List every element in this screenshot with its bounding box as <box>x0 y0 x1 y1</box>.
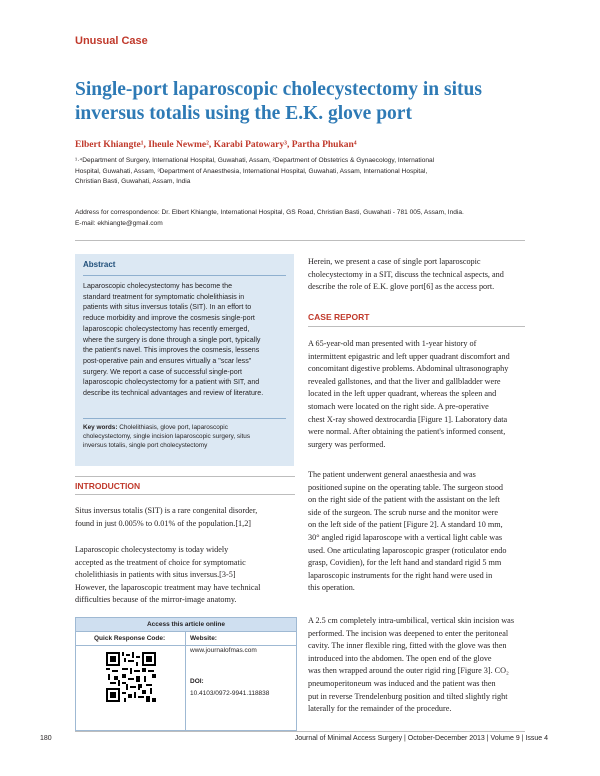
text-line: accepted as the treatment of choice for symptomatic <box>75 557 246 567</box>
text-line: 30° angled rigid laparoscope with a vertical light cable was <box>308 532 503 542</box>
text-line: located in the left upper quadrant, whereas the spleen and <box>308 389 497 399</box>
author-list: Elbert Khiangte¹, Iheule Newme², Karabi Patowary³, Partha Phukan⁴ <box>75 140 357 150</box>
keywords <box>83 423 286 451</box>
keywords-line: Cholelithiasis, glove port, laparoscopic <box>117 424 228 431</box>
text-line: However, the laparoscopic treatment may have technical <box>75 582 261 592</box>
access-box-row-divider <box>76 645 296 646</box>
case-report-divider <box>308 326 525 327</box>
text-line: used. One articulating laparoscopic grasper (roticulator endo <box>308 545 507 555</box>
text-line: on the left side of the patient [Figure 2]. A standard 10 mm, <box>308 520 503 530</box>
introduction-heading: INTRODUCTION <box>75 481 141 491</box>
access-box-header: Access this article online <box>76 618 296 632</box>
text-line: was then wrapped around the outer rigid ring [Figure 3]. CO₂ <box>308 666 509 676</box>
abstract-line: post-operative pain and ensures virtually a "scar less" <box>83 356 252 365</box>
doi-link[interactable]: 10.4103/0972-9941.118838 <box>190 690 270 697</box>
page-number: 180 <box>40 735 52 742</box>
abstract-box <box>75 254 294 466</box>
abstract-heading: Abstract <box>83 260 116 269</box>
abstract-line: standard treatment for symptomatic cholelithiasis in <box>83 292 245 301</box>
correspondence-address: Address for correspondence: Dr. Elbert Khiangte, International Hospital, GS Road, Christian Basti, Guwahati - 781 005, Assam, India. <box>75 209 464 216</box>
text-line: cholecystectomy in a SIT, discuss the technical aspects, and <box>308 269 504 279</box>
text-line: revealed gallstones, and that the liver and gallbladder were <box>308 376 501 386</box>
text-line: found in just 0.005% to 0.01% of the population.[1,2] <box>75 518 252 528</box>
doi-label: DOI: <box>190 678 204 685</box>
footer-divider <box>75 731 525 732</box>
anaesthesia-paragraph <box>308 469 525 595</box>
correspondence <box>75 208 535 229</box>
abstract-line: surgery. We report a case of successful single-port <box>83 367 243 376</box>
affiliation-line: ¹·⁴Department of Surgery, International Hospital, Guwahati, Assam, ²Department of Obstetrics & Gynaecology, International <box>75 157 435 164</box>
abstract-divider <box>83 275 286 276</box>
intro-divider-bottom <box>75 494 295 495</box>
text-line: describe the role of E.K. glove port[6] as the access port. <box>308 282 495 292</box>
affiliation-line: Christian Basti, Guwahati, Assam, India <box>75 178 191 186</box>
text-line: put in reverse Trendelenburg position and tilted slightly right <box>308 691 508 701</box>
website-label: Website: <box>190 635 217 642</box>
abstract-line: Laparoscopic cholecystectomy has become the <box>83 282 233 290</box>
text-line: difficulties because of the mirror-image anatomy. <box>75 595 237 605</box>
keywords-line: cholecystectomy, single incision laparoscopic surgery, situs <box>83 433 251 441</box>
qr-code-label: Quick Response Code: <box>94 635 166 642</box>
text-line: intermittent epigastric and left upper quadrant discomfort and <box>308 351 510 361</box>
text-line: pneumoperitoneum was induced and the patient was then <box>308 678 496 688</box>
text-line: positioned supine on the operating table. The surgeon stood <box>308 482 504 492</box>
intro-divider-top <box>75 476 295 477</box>
text-line: cavity. The inner flexible ring, fitted with the glove was then <box>308 641 507 651</box>
journal-footer: Journal of Minimal Access Surgery | October-December 2013 | Volume 9 | Issue 4 <box>294 735 548 742</box>
intro-continued-paragraph <box>308 256 525 294</box>
intro-paragraph-1 <box>75 505 295 530</box>
affiliation-line: Hospital, Guwahati, Assam, ³Department of Anaesthesia, International Hospital, Guwahati, Assam, International Hospital, <box>75 167 428 175</box>
text-line: laparoscopic instruments for the right hand were used in <box>308 570 493 580</box>
text-line: A 65-year-old man presented with 1-year history of <box>308 339 477 348</box>
text-line: laterally for the remainder of the procedure. <box>308 704 452 714</box>
access-article-box <box>75 617 297 731</box>
text-line: concomitant digestive problems. Abdominal ultrasonography <box>308 364 509 374</box>
abstract-line: patients with situs inversus totalis (SIT). In an effort to <box>83 303 252 312</box>
affiliations <box>75 156 535 188</box>
article-title: Single-port laparoscopic cholecystectomy in situs inversus totalis using the E.K. glove port <box>75 79 482 124</box>
text-line: introduced into the abdomen. The open end of the glove <box>308 653 492 663</box>
text-line: performed. The incision was deepened to enter the peritoneal <box>308 628 509 638</box>
website-link[interactable]: www.journalofmas.com <box>190 647 257 654</box>
text-line: on the right side of the patient with the assistant on the left <box>308 495 500 505</box>
abstract-line: laparoscopic cholecystectomy has recently emerged, <box>83 324 250 333</box>
section-label: Unusual Case <box>75 35 148 47</box>
qr-code-icon[interactable] <box>106 652 156 702</box>
incision-paragraph <box>308 615 525 716</box>
correspondence-email: E-mail: ekhiangte@gmail.com <box>75 219 163 227</box>
text-line: this operation. <box>308 583 355 593</box>
text-line: stomach were located on the right side. A pre-operative <box>308 401 489 411</box>
text-line: grasp, Covidien), for the left hand and standard rigid 5 mm <box>308 558 502 568</box>
abstract-line: the patient's navel. This improves the cosmesis, lessens <box>83 346 260 355</box>
case-report-heading: CASE REPORT <box>308 312 370 322</box>
text-line: The patient underwent general anaesthesia and was <box>308 470 476 479</box>
text-line: Situs inversus totalis (SIT) is a rare congenital disorder, <box>75 506 258 515</box>
abstract-line: where the surgery is done through a single port, typically <box>83 335 261 344</box>
text-line: Laparoscopic cholecystectomy is today widely <box>75 545 229 554</box>
text-line: were normal. After obtaining the patient's informed consent, <box>308 427 506 437</box>
intro-paragraph-2 <box>75 544 295 607</box>
abstract-line: reduce morbidity and improve the cosmesis single-port <box>83 314 255 323</box>
text-line: cholelithiasis in patients with situs inversus.[3-5] <box>75 570 236 580</box>
text-line: Herein, we present a case of single port laparoscopic <box>308 257 481 266</box>
abstract-text <box>83 281 286 399</box>
text-line: chest X-ray showed dextrocardia [Figure 1]. Laboratory data <box>308 414 508 424</box>
header-divider <box>75 240 525 241</box>
keywords-label: Key words: <box>83 424 118 431</box>
case-paragraph <box>308 338 525 451</box>
text-line: surgery was performed. <box>308 439 386 449</box>
abstract-line: laparoscopic cholecystectomy for a patient with SIT, and <box>83 378 260 387</box>
keywords-divider <box>83 418 286 419</box>
text-line: side of the surgeon. The scrub nurse and the monitor were <box>308 507 499 517</box>
text-line: A 2.5 cm completely intra-umbilical, vertical skin incision was <box>308 616 515 625</box>
abstract-line: describe its technical advantages and review of literature. <box>83 389 264 398</box>
keywords-line: inversus totalis, single port cholecystectomy <box>83 442 208 450</box>
